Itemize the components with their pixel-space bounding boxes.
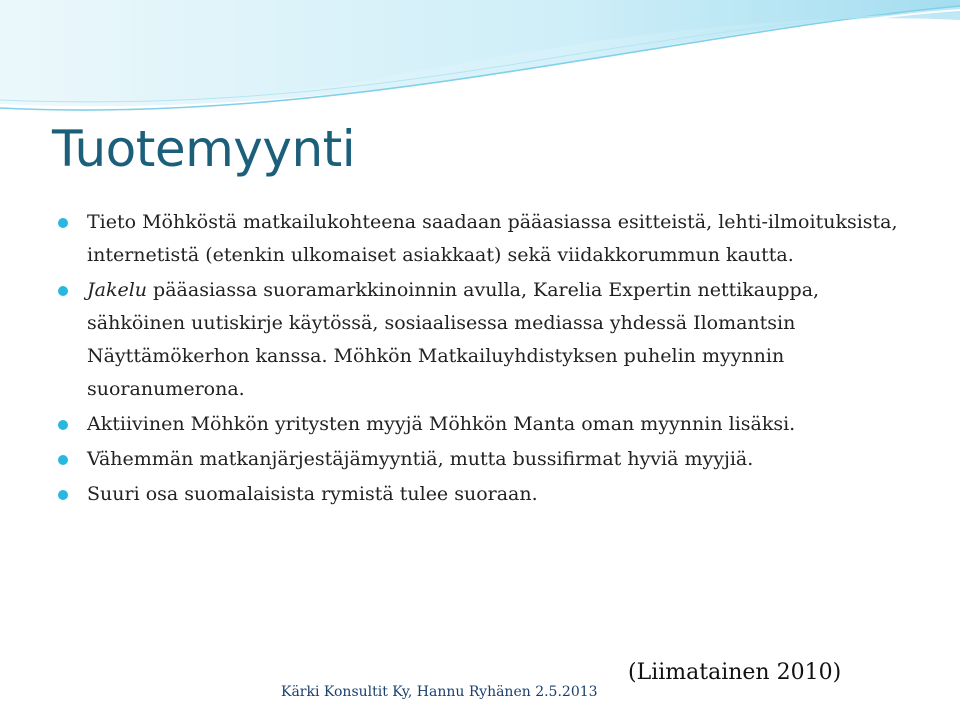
bullet-text: Vähemmän matkanjärjestäjämyyntiä, mutta bussifirmat hyviä myyjiä. (87, 448, 754, 470)
bullet-item (56, 478, 916, 511)
bullet-text: Aktiivinen Möhkön yritysten myyjä Möhkön Manta oman myynnin lisäksi. (87, 413, 796, 435)
bullet-item (56, 408, 916, 441)
bullet-lead-italic: Jakelu (87, 279, 148, 301)
header-wave-decoration (0, 0, 960, 120)
bullet-text: Tieto Möhköstä matkailukohteena saadaan pääasiassa esitteistä, lehti-ilmoituksista, internetistä (etenkin ulkomaiset asiakkaat) sekä viidakkorummun kautta. (87, 211, 898, 266)
bullet-list (56, 206, 916, 513)
bullet-item (56, 443, 916, 476)
bullet-text: pääasiassa suoramarkkinoinnin avulla, Karelia Expertin nettikauppa, sähköinen uutiskirje käytössä, sosiaalisessa mediassa yhdessä Ilomantsin Näyttämökerhon kanssa. Möhkön Matkailuyhdistyksen puhelin myynnin suoranumerona. (87, 279, 820, 400)
bullet-item (56, 274, 916, 406)
bullet-text: Suuri osa suomalaisista rymistä tulee suoraan. (87, 483, 538, 505)
slide-title: Tuotemyynti (52, 120, 356, 178)
citation: (Liimatainen 2010) (628, 660, 842, 685)
bullet-item (56, 206, 916, 272)
footer-credit: Kärki Konsultit Ky, Hannu Ryhänen 2.5.2013 (281, 684, 598, 700)
